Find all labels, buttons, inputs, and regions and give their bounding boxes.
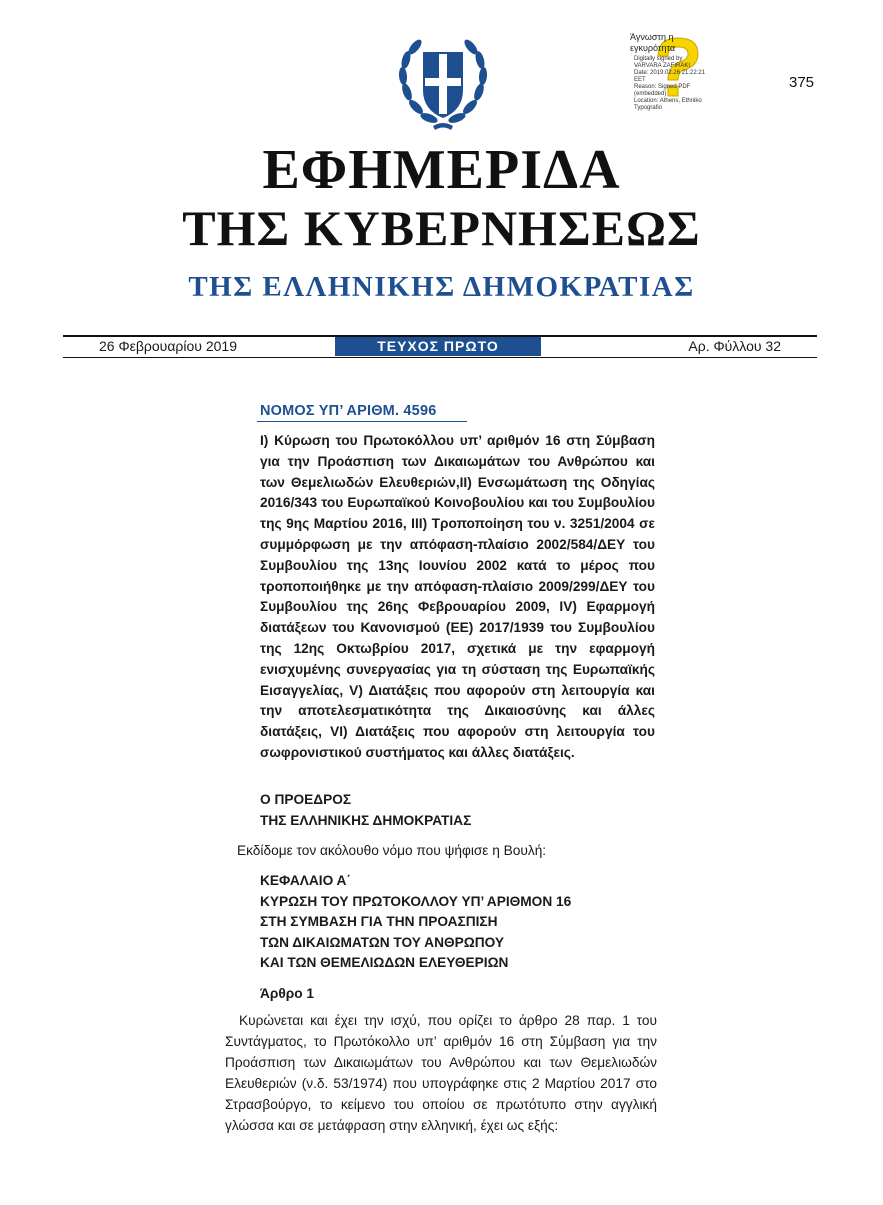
chapter-line: ΣΤΗ ΣΥΜΒΑΣΗ ΓΙΑ ΤΗΝ ΠΡΟΑΣΠΙΣΗ [260, 914, 498, 929]
sheet-number: Αρ. Φύλλου 32 [688, 338, 781, 354]
signature-status: Άγνωστη η εγκυρότητα [630, 32, 676, 53]
chapter-line: ΚΑΙ ΤΩΝ ΘΕΜΕΛΙΩΔΩΝ ΕΛΕΥΘΕΡΙΩΝ [260, 955, 509, 970]
page-number: 375 [789, 74, 815, 91]
chapter-line: ΤΩΝ ΔΙΚΑΙΩΜΑΤΩΝ ΤΟΥ ΑΝΘΡΩΠΟΥ [260, 934, 504, 950]
masthead-subtitle: ΤΗΣ ΚΥΒΕΡΝΗΣΕΩΣ [182, 200, 701, 256]
president-line: ΤΗΣ ΕΛΛΗΝΙΚΗΣ ΔΗΜΟΚΡΑΤΙΑΣ [260, 812, 472, 828]
masthead-republic: ΤΗΣ ΕΛΛΗΝΙΚΗΣ ΔΗΜΟΚΡΑΤΙΑΣ [188, 271, 695, 303]
issue-label: ΤΕΥΧΟΣ ΠΡΩΤΟ [335, 337, 541, 356]
law-description: Ι) Κύρωση του Πρωτοκόλλου υπ’ αριθμόν 16 στη Σύμβαση για την Προάσπιση των Δικαιωμάτων του Ανθρώπου και των Θεμελιωδών Ελευθεριών,ΙΙ) Ενσωμάτωση της Οδηγίας 2016/343 του Ευρωπαϊκού Κοινοβουλίου και του Συμβουλίου της 9ης Μαρτίου 2016, ΙΙΙ) Τροποποίηση του ν. 3251/2004 σε συμμόρφωση με την απόφαση-πλαίσιο 2002/584/ΔΕΥ του Συμβουλίου της 13ης Ιουνίου 2002 κατά το μέρος που τροποποιήθηκε με την απόφαση-πλαίσιο 2009/299/ΔΕΥ του Συμβουλίου της 26ης Φεβρουαρίου 2009, ΙV) Εφαρμογή διατάξεων του Κανονισμού (ΕΕ) 2017/1939 του Συμβουλίου της 12ης Οκτωβρίου 2017, σχετικά με την εφαρμογή ενισχυμένης συνεργασίας για τη σύσταση της Ευρωπαϊκής Εισαγγελίας, V) Διατάξεις που αφορούν στη λειτουργία και την αποτελεσματικότητα της Δικαιοσύνης και άλλες διατάξεις, VI) Διατάξεις που αφορούν στη λειτουργία του σωφρονιστικού συστήματος και άλλες διατάξεις. [260, 433, 655, 760]
divider [257, 421, 467, 422]
chapter-line: ΚΥΡΩΣΗ ΤΟΥ ΠΡΩΤΟΚΟΛΛΟΥ ΥΠ’ ΑΡΙΘΜΟΝ 16 [260, 893, 572, 909]
article-body: Κυρώνεται και έχει την ισχύ, που ορίζει το άρθρο 28 παρ. 1 του Συντάγματος, το Πρωτόκολλο υπ’ αριθμόν 16 στη Σύμβαση για την Προάσπιση των Δικαιωμάτων του Ανθρώπου και των Θεμελιωδών Ελευθεριών (ν.δ. 53/1974) που υπογράφηκε στις 2 Μαρτίου 2017 στο Στρασβούργο, το κείμενο του οποίου σε πρωτότυπο στην αγγλική γλώσσα και σε μετάφραση στην ελληνική, έχει ως εξής: [225, 1013, 657, 1133]
divider [63, 357, 817, 359]
president-line: Ο ΠΡΟΕΔΡΟΣ [260, 792, 352, 807]
law-title: ΝΟΜΟΣ ΥΠ’ ΑΡΙΘΜ. 4596 [260, 403, 437, 419]
article-title: Άρθρο 1 [260, 986, 314, 1001]
chapter-heading [260, 871, 571, 974]
masthead-title: ΕΦΗΜΕΡΙΔΑ [262, 139, 621, 201]
chapter-line: ΚΕΦΑΛΑΙΟ Α΄ [260, 873, 351, 888]
enactment-clause: Εκδίδομε τον ακόλουθο νόμο που ψήφισε η Βουλή: [237, 843, 547, 858]
greek-coat-of-arms-icon [393, 34, 493, 132]
president-block [260, 790, 471, 831]
digital-signature[interactable] [628, 32, 718, 112]
issue-bar [63, 335, 817, 358]
issue-date: 26 Φεβρουαρίου 2019 [99, 338, 237, 354]
signature-details: Digitally signed by VARVARA ZAFIRAKI Date: 2019.02.26 21:22:21 EET Reason: Signed PDF (embedded) Location: Athens, Ethniko Typografio [634, 56, 706, 111]
